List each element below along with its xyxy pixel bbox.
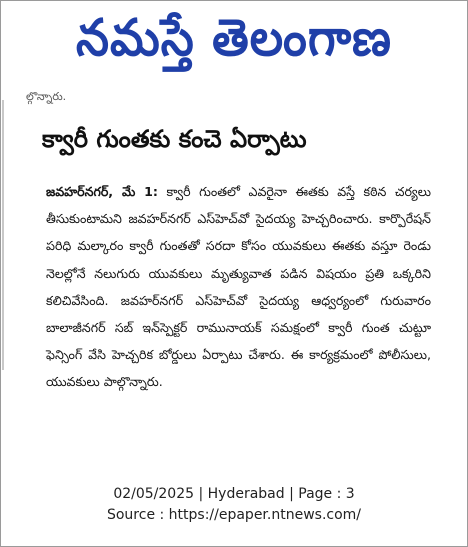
article-body: [46, 178, 431, 396]
previous-article-fragment: ల్గొన్నారు.: [26, 90, 67, 103]
article-dateline: జవహర్‌నగర్, మే 1:: [46, 184, 158, 199]
footer-source-link: Source : https://epaper.ntnews.com/: [106, 507, 362, 523]
article-text: క్వారీ గుంతలో ఎవరైనా ఈతకు వస్తే కఠిన చర్యలు తీసుకుంటామని జవహర్‌నగర్ ఎస్‌హెచ్‌వో సైదయ్య హెచ్చరించారు. కార్పొరేషన్ పరిధి మల్కారం క్వారీ గుంతతో సరదా కోసం యువకులు ఈతకు వస్తూ రెండు నెలల్లోనే నలుగురు యువకులు మృత్యువాత పడిన విషయం ప్రతి ఒక్కరిని కలిచివేసింది. జవహర్‌నగర్ ఎస్‌హెచ్‌వో సైదయ్య ఆధ్వర్యంలో గురువారం బాలాజీనగర్ సబ్ ఇన్‌స్పెక్టర్ రామునాయక్ సమక్షంలో క్వారీ గుంత చుట్టూ ఫెన్సింగ్ వేసి హెచ్చరిక బోర్డులు ఏర్పాటు చేశారు. ఈ కార్యక్రమంలో పోలీసులు, యువకులు పాల్గొన్నారు.: [46, 184, 431, 390]
article-headline: క్వారీ గుంతకు కంచె ఏర్పాటు: [42, 125, 307, 153]
newspaper-logo: నమస్తే తెలంగాణ: [76, 8, 392, 69]
footer-date-edition: 02/05/2025 | Hyderabad | Page : 3: [113, 486, 355, 502]
source-footer: [0, 484, 468, 526]
masthead: [0, 4, 468, 74]
column-edge: [2, 100, 4, 370]
